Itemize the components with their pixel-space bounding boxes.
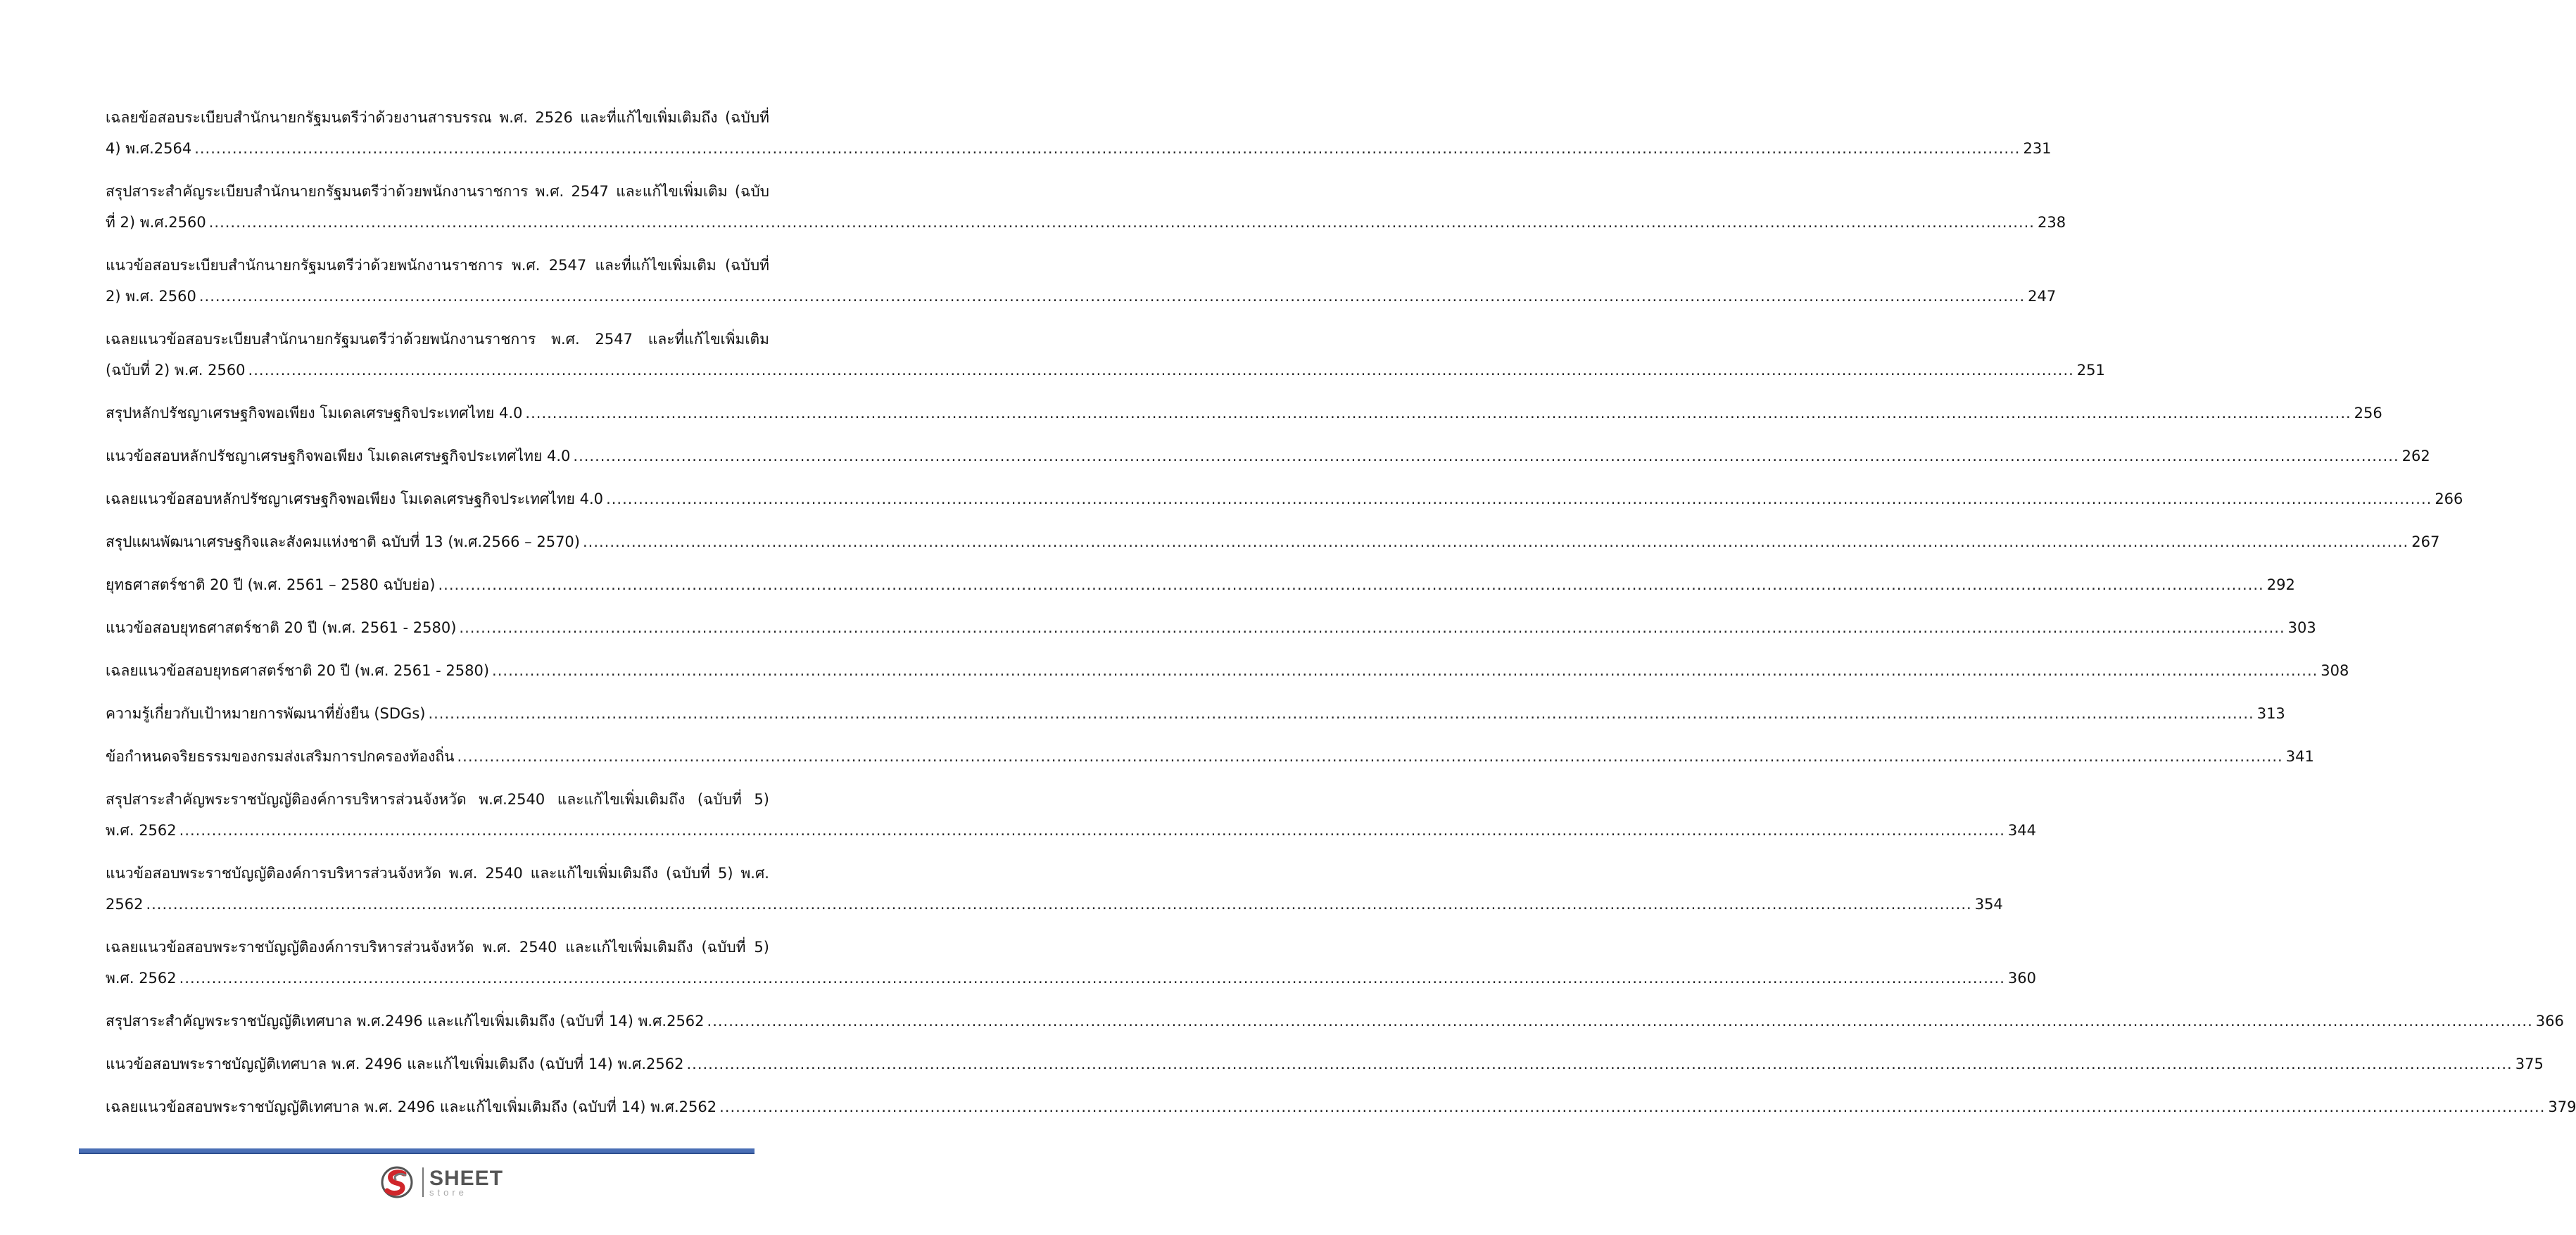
toc-entry[interactable]	[106, 441, 2430, 471]
toc-entry[interactable]	[106, 1091, 2576, 1122]
toc-entry[interactable]	[106, 741, 2314, 772]
toc-entry[interactable]	[106, 324, 2105, 386]
toc-entry-title-line1: เฉลยข้อสอบระเบียบสำนักนายกรัฐมนตรีว่าด้วยงานสารบรรณ พ.ศ. 2526 และที่แก้ไขเพิ่มเติมถึง (ฉบับที่	[106, 109, 769, 126]
toc-entry-title-line1: เฉลยแนวข้อสอบระเบียบสำนักนายกรัฐมนตรีว่าด้วยพนักงานราชการ พ.ศ. 2547 และที่แก้ไขเพิ่มเติม	[106, 331, 769, 348]
toc-page-number: 303	[2287, 619, 2316, 636]
toc-entry-title-line1: เฉลยแนวข้อสอบพระราชบัญญัติองค์การบริหารส่วนจังหวัด พ.ศ. 2540 และแก้ไขเพิ่มเติมถึง (ฉบับที่ 5)	[106, 939, 769, 956]
toc-entry-title: สรุปหลักปรัชญาเศรษฐกิจพอเพียง โมเดลเศรษฐกิจประเทศไทย 4.0	[106, 405, 523, 422]
toc-entry[interactable]	[106, 569, 2295, 600]
dot-leader	[428, 698, 2254, 729]
toc-page-number: 251	[2076, 362, 2105, 379]
toc-entry-title: สรุปแผนพัฒนาเศรษฐกิจและสังคมแห่งชาติ ฉบับที่ 13 (พ.ศ.2566 – 2570)	[106, 533, 580, 550]
toc-entry-title: 2562	[106, 896, 144, 913]
toc-entry-title: พ.ศ. 2562	[106, 822, 177, 839]
dot-leader	[248, 355, 2074, 386]
toc-entry-title: สรุปสาระสำคัญพระราชบัญญัติเทศบาล พ.ศ.2496 และแก้ไขเพิ่มเติมถึง (ฉบับที่ 14) พ.ศ.2562	[106, 1013, 705, 1030]
toc-entry-last-line	[106, 355, 2105, 386]
toc-entry-last-line	[106, 398, 2382, 429]
toc-entry-last-line	[106, 655, 2349, 686]
toc-page-number: 238	[2037, 214, 2066, 231]
toc-entry-title: เฉลยแนวข้อสอบหลักปรัชญาเศรษฐกิจพอเพียง โมเดลเศรษฐกิจประเทศไทย 4.0	[106, 490, 604, 507]
dot-leader	[194, 133, 2020, 164]
toc-entry[interactable]	[106, 102, 2052, 164]
toc-entry-last-line	[106, 963, 2036, 994]
toc-page-number: 256	[2354, 405, 2382, 422]
toc-entry-last-line	[106, 815, 2036, 846]
toc-entry-title-line1: สรุปสาระสำคัญพระราชบัญญัติองค์การบริหารส่วนจังหวัด พ.ศ.2540 และแก้ไขเพิ่มเติมถึง (ฉบับที่ 5)	[106, 791, 769, 808]
toc-entry-last-line	[106, 569, 2295, 600]
toc-page-number: 266	[2435, 490, 2463, 507]
logo-brand: SHEET	[429, 1166, 504, 1190]
toc-entry-title: ความรู้เกี่ยวกับเป้าหมายการพัฒนาที่ยั่งยืน (SDGs)	[106, 705, 426, 722]
toc-entry-title: แนวข้อสอบหลักปรัชญาเศรษฐกิจพอเพียง โมเดลเศรษฐกิจประเทศไทย 4.0	[106, 448, 571, 464]
toc-page-number: 354	[1974, 896, 2003, 913]
toc-page-number: 341	[2285, 748, 2314, 765]
dot-leader	[179, 963, 2005, 994]
toc-entry[interactable]	[106, 612, 2316, 643]
toc-entry-title: แนวข้อสอบยุทธศาสตร์ชาติ 20 ปี (พ.ศ. 2561 - 2580)	[106, 619, 457, 636]
toc-entry[interactable]	[106, 784, 2036, 846]
dot-leader	[606, 483, 2432, 514]
toc-entry-title: ยุทธศาสตร์ชาติ 20 ปี (พ.ศ. 2561 – 2580 ฉบับย่อ)	[106, 576, 436, 593]
toc-page-number: 344	[2007, 822, 2036, 839]
logo-separator	[422, 1167, 424, 1197]
toc-entry-title: เฉลยแนวข้อสอบพระราชบัญญัติเทศบาล พ.ศ. 2496 และแก้ไขเพิ่มเติมถึง (ฉบับที่ 14) พ.ศ.2562	[106, 1098, 717, 1115]
dot-leader	[492, 655, 2318, 686]
toc-entry-title-line1: แนวข้อสอบระเบียบสำนักนายกรัฐมนตรีว่าด้วยพนักงานราชการ พ.ศ. 2547 และที่แก้ไขเพิ่มเติม (ฉบับที่	[106, 257, 769, 274]
dot-leader	[209, 207, 2035, 238]
toc-entry-last-line	[106, 741, 2314, 772]
toc-entry[interactable]	[106, 483, 2463, 514]
toc-page-number: 262	[2401, 448, 2430, 464]
sheet-logo-icon	[380, 1165, 417, 1199]
dot-leader	[573, 441, 2399, 471]
toc-entry-title: 2) พ.ศ. 2560	[106, 288, 196, 305]
toc-entry[interactable]	[106, 176, 2066, 238]
toc-entry[interactable]	[106, 250, 2057, 312]
logo-brand-sub: store	[429, 1186, 467, 1198]
toc-page-number: 231	[2023, 140, 2052, 157]
toc-page-number: 366	[2535, 1013, 2564, 1030]
dot-leader	[459, 612, 2285, 643]
toc-entry-last-line	[106, 526, 2440, 557]
toc-entry[interactable]	[106, 655, 2349, 686]
toc-entry[interactable]	[106, 932, 2036, 994]
table-of-contents	[106, 102, 2576, 1134]
toc-entry[interactable]	[106, 1006, 2564, 1037]
dot-leader	[146, 889, 1971, 920]
toc-entry-title: พ.ศ. 2562	[106, 970, 177, 987]
dot-leader	[199, 281, 2025, 312]
dot-leader	[457, 741, 2283, 772]
toc-page-number: 313	[2256, 705, 2285, 722]
toc-entry-last-line	[106, 133, 2052, 164]
toc-entry[interactable]	[106, 858, 2003, 920]
toc-entry-last-line	[106, 281, 2057, 312]
toc-entry-last-line	[106, 207, 2066, 238]
toc-entry-title-line1: สรุปสาระสำคัญระเบียบสำนักนายกรัฐมนตรีว่าด้วยพนักงานราชการ พ.ศ. 2547 และแก้ไขเพิ่มเติม (ฉบับ	[106, 183, 769, 200]
toc-entry-last-line	[106, 612, 2316, 643]
toc-page-number: 267	[2411, 533, 2440, 550]
toc-entry[interactable]	[106, 698, 2285, 729]
toc-entry-title: ที่ 2) พ.ศ.2560	[106, 214, 206, 231]
toc-entry-last-line	[106, 889, 2003, 920]
logo-text	[429, 1168, 503, 1197]
toc-entry[interactable]	[106, 526, 2440, 557]
toc-entry-title: แนวข้อสอบพระราชบัญญัติเทศบาล พ.ศ. 2496 และแก้ไขเพิ่มเติมถึง (ฉบับที่ 14) พ.ศ.2562	[106, 1056, 684, 1072]
toc-entry[interactable]	[106, 1049, 2544, 1079]
toc-entry-last-line	[106, 483, 2463, 514]
toc-entry-last-line	[106, 441, 2430, 471]
dot-leader	[707, 1006, 2533, 1037]
dot-leader	[583, 526, 2408, 557]
toc-page-number: 292	[2266, 576, 2295, 593]
footer-divider	[79, 1148, 755, 1154]
toc-entry[interactable]	[106, 398, 2382, 429]
toc-entry-title-line1: แนวข้อสอบพระราชบัญญัติองค์การบริหารส่วนจังหวัด พ.ศ. 2540 และแก้ไขเพิ่มเติมถึง (ฉบับที่ 5) พ.ศ.	[106, 865, 769, 882]
toc-page-number: 360	[2007, 970, 2036, 987]
dot-leader	[438, 569, 2264, 600]
toc-entry-title: ข้อกำหนดจริยธรรมของกรมส่งเสริมการปกครองท้องถิ่น	[106, 748, 455, 765]
sheet-store-logo	[380, 1165, 503, 1199]
toc-entry-last-line	[106, 1091, 2576, 1122]
toc-entry-title: (ฉบับที่ 2) พ.ศ. 2560	[106, 362, 246, 379]
toc-entry-title: 4) พ.ศ.2564	[106, 140, 192, 157]
toc-page-number: 308	[2321, 662, 2349, 679]
toc-entry-last-line	[106, 1006, 2564, 1037]
toc-entry-title: เฉลยแนวข้อสอบยุทธศาสตร์ชาติ 20 ปี (พ.ศ. 2561 - 2580)	[106, 662, 490, 679]
toc-entry-last-line	[106, 1049, 2544, 1079]
toc-page-number: 379	[2548, 1098, 2576, 1115]
toc-page-number: 247	[2028, 288, 2057, 305]
dot-leader	[525, 398, 2351, 429]
dot-leader	[719, 1091, 2545, 1122]
dot-leader	[686, 1049, 2512, 1079]
dot-leader	[179, 815, 2005, 846]
toc-page-number: 375	[2515, 1056, 2544, 1072]
toc-entry-last-line	[106, 698, 2285, 729]
